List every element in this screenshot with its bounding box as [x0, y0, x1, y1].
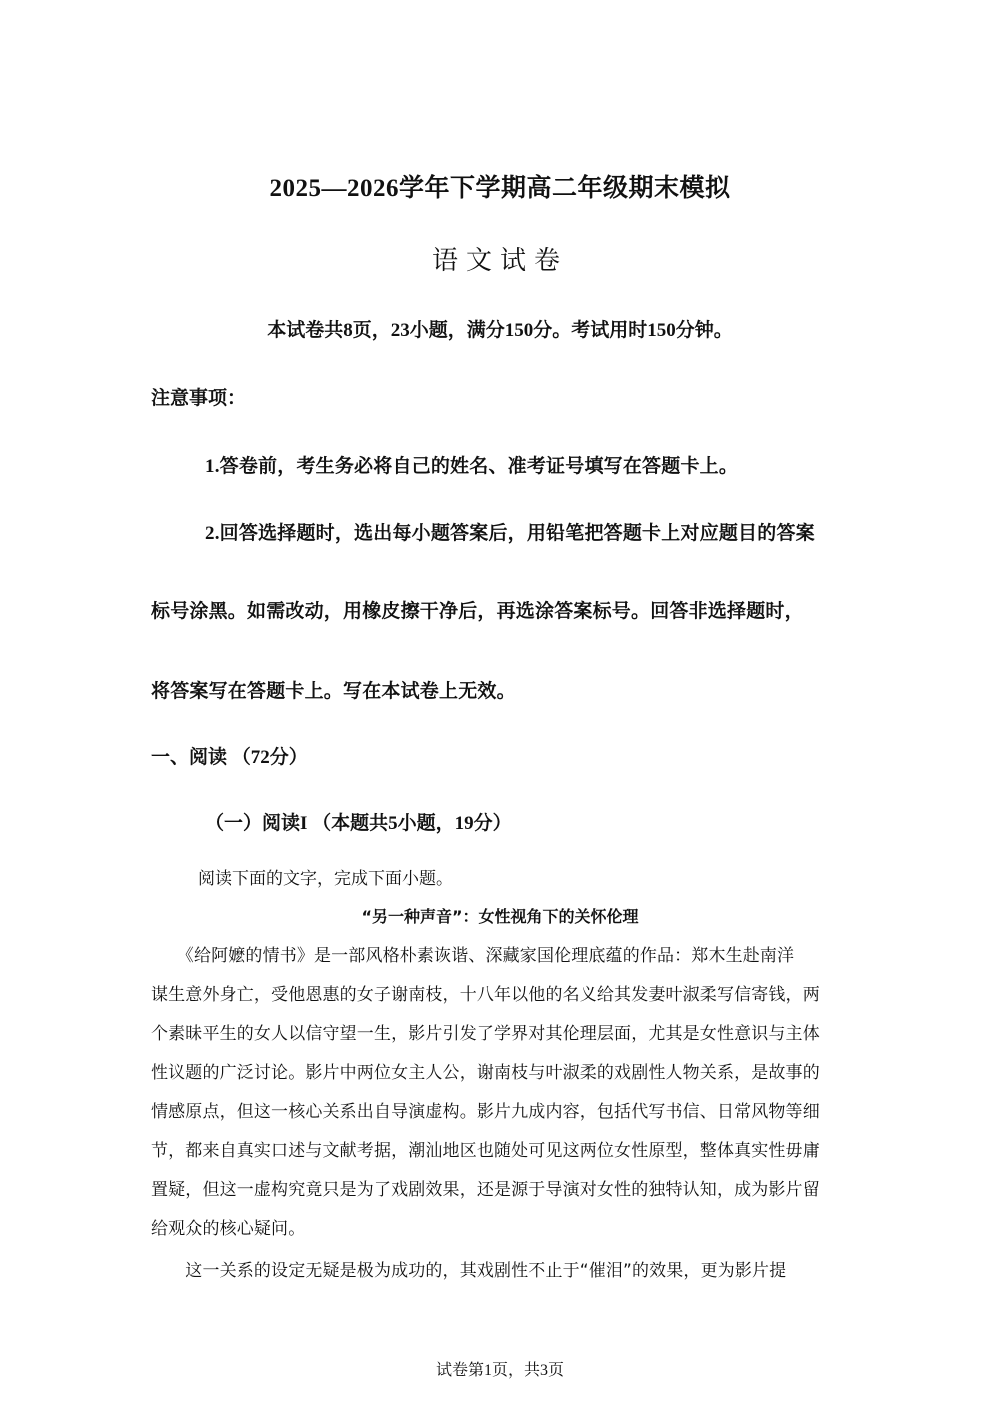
notice-heading: 注意事项：	[151, 388, 247, 409]
article-line: 性议题的广泛讨论。影片中两位女主人公，谢南枝与叶淑柔的戏剧性人物关系，是故事的	[151, 1063, 820, 1083]
exam-info: 本试卷共8页，23小题，满分150分。考试用时150分钟。	[267, 320, 733, 341]
article-line: 节，都来自真实口述与文献考据，潮汕地区也随处可见这两位女性原型，整体真实性毋庸	[151, 1141, 820, 1161]
article-title: “另一种声音”：女性视角下的关怀伦理	[361, 907, 639, 926]
article-line: 个素昧平生的女人以信守望一生，影片引发了学界对其伦理层面，尤其是女性意识与主体	[151, 1024, 820, 1044]
article-line: 置疑，但这一虚构究竟只是为了戏剧效果，还是源于导演对女性的独特认知，成为影片留	[151, 1180, 820, 1200]
notice-item-2-line-2: 标号涂黑。如需改动，用橡皮擦干净后，再选涂答案标号。回答非选择题时，	[151, 601, 804, 622]
article-line: 情感原点，但这一核心关系出自导演虚构。影片九成内容，包括代写书信、日常风物等细	[151, 1102, 820, 1122]
article-line: 谋生意外身亡，受他恩惠的女子谢南枝，十八年以他的名义给其发妻叶淑柔写信寄钱，两	[151, 985, 820, 1005]
reading-instruction: 阅读下面的文字，完成下面小题。	[198, 869, 453, 889]
article-line: 给观众的核心疑问。	[151, 1219, 306, 1239]
article-line: 这一关系的设定无疑是极为成功的，其戏剧性不止于“催泪”的效果，更为影片提	[151, 1261, 787, 1281]
page-footer: 试卷第1页，共3页	[435, 1362, 564, 1379]
section-heading: 一、阅读 （72分）	[151, 747, 308, 768]
exam-title: 2025—2026学年下学期高二年级期末模拟	[269, 175, 731, 202]
exam-subject: 语文试卷	[431, 246, 568, 276]
sub-section-heading: （一）阅读I （本题共5小题，19分）	[205, 813, 512, 834]
article-line: 《给阿嬷的情书》是一部风格朴素诙谐、深藏家国伦理底蕴的作品：郑木生赴南洋	[151, 946, 795, 966]
notice-item-1: 1.答卷前，考生务必将自己的姓名、准考证号填写在答题卡上。	[205, 456, 739, 477]
notice-item-2-line-1: 2.回答选择题时，选出每小题答案后，用铅笔把答题卡上对应题目的答案	[205, 523, 815, 544]
notice-item-2-line-3: 将答案写在答题卡上。写在本试卷上无效。	[151, 681, 516, 702]
